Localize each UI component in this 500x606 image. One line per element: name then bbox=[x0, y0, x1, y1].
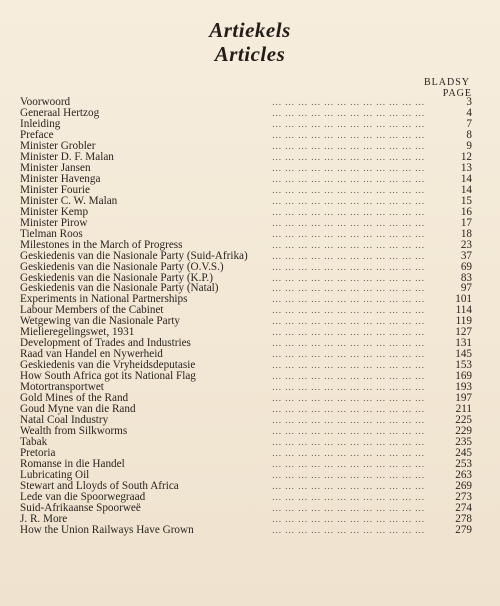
toc-leader-dots: ... ... ... ... ... ... ... ... ... ... ... ... bbox=[272, 524, 425, 535]
toc-entry-title: Minister Grobler bbox=[20, 139, 96, 152]
toc-entry bbox=[0, 229, 500, 240]
page-column-header-afrikaans: BLADSY bbox=[423, 77, 470, 88]
toc-entry-title: J. R. More bbox=[20, 512, 68, 525]
toc-leader-dots: ... ... ... ... ... ... ... ... ... ... ... ... bbox=[272, 448, 425, 458]
toc-entry-page-number: 14 bbox=[460, 172, 472, 185]
toc-entry bbox=[0, 240, 500, 251]
toc-leader-dots: ... ... ... ... ... ... ... ... ... ... ... ... bbox=[272, 129, 425, 140]
toc-leader-dots: ... ... ... ... ... ... ... ... ... ... ... ... bbox=[272, 206, 425, 217]
toc-entry-title: Geskiedenis van die Vryheidsdeputasie bbox=[20, 359, 196, 372]
page-column-header-english: PAGE bbox=[442, 88, 472, 99]
toc-leader-dots: ... ... ... ... ... ... ... ... ... ... ... ... bbox=[272, 272, 425, 283]
toc-entry-title: Goud Myne van die Rand bbox=[20, 403, 136, 416]
toc-entry-page-number: 83 bbox=[460, 271, 472, 284]
toc-leader-dots: ... ... ... ... ... ... ... ... ... ... ... ... bbox=[272, 173, 425, 184]
toc-entry-title: Motortransportwet bbox=[20, 381, 104, 394]
toc-entry-title: Geskiedenis van die Nasionale Party (K.P.) bbox=[20, 271, 213, 284]
toc-leader-dots: ... ... ... ... ... ... ... ... ... ... ... ... bbox=[272, 480, 425, 491]
toc-entry-title: Geskiedenis van die Nasionale Party (Suid-Afrika) bbox=[20, 249, 248, 262]
toc-entry-page-number: 7 bbox=[466, 117, 472, 130]
toc-leader-dots: ... ... ... ... ... ... ... ... ... ... ... ... bbox=[272, 294, 425, 305]
toc-entry-title: Minister C. W. Malan bbox=[20, 194, 118, 207]
toc-entry-title: Stewart and Lloyds of South Africa bbox=[20, 479, 179, 492]
toc-entry-page-number: 23 bbox=[460, 238, 472, 251]
toc-entry-page-number: 273 bbox=[455, 490, 472, 503]
toc-entry bbox=[0, 426, 500, 437]
toc-entry-title: Preface bbox=[20, 128, 54, 141]
toc-entry-page-number: 153 bbox=[455, 359, 472, 372]
toc-entry bbox=[0, 262, 500, 273]
toc-leader-dots: ... ... ... ... ... ... ... ... ... ... ... ... bbox=[272, 140, 425, 151]
toc-leader-dots: ... ... ... ... ... ... ... ... ... ... ... ... bbox=[272, 371, 425, 382]
toc-leader-dots: ... ... ... ... ... ... ... ... ... ... ... ... bbox=[272, 261, 425, 272]
toc-leader-dots: ... ... ... ... ... ... ... ... ... ... ... ... bbox=[272, 426, 425, 437]
toc-entry-page-number: 101 bbox=[455, 293, 472, 306]
toc-entry-title: Lubricating Oil bbox=[20, 468, 90, 481]
toc-entry-page-number: 8 bbox=[466, 128, 472, 141]
toc-entry-page-number: 97 bbox=[460, 282, 472, 295]
toc-leader-dots: ... ... ... ... ... ... ... ... ... ... ... ... bbox=[272, 491, 425, 502]
toc-entry-page-number: 18 bbox=[460, 227, 472, 240]
toc-leader-dots: ... ... ... ... ... ... ... ... ... ... ... ... bbox=[272, 228, 425, 239]
toc-entry-title: Minister Kemp bbox=[20, 205, 89, 218]
toc-entry-title: Minister Pirow bbox=[20, 216, 88, 229]
toc-entry-title: Wetgewing van die Nasionale Party bbox=[20, 315, 181, 328]
toc-entry-page-number: 253 bbox=[455, 457, 472, 470]
toc-entry-page-number: 9 bbox=[466, 139, 472, 152]
toc-leader-dots: ... ... ... ... ... ... ... ... ... ... ... ... bbox=[272, 151, 425, 162]
toc-entry-page-number: 69 bbox=[460, 260, 472, 273]
toc-entry-page-number: 197 bbox=[455, 392, 472, 405]
toc-entry-page-number: 229 bbox=[455, 425, 472, 438]
toc-entry-page-number: 145 bbox=[455, 348, 472, 361]
toc-entry-page-number: 17 bbox=[460, 216, 472, 229]
toc-leader-dots: ... ... ... ... ... ... ... ... ... ... ... ... bbox=[272, 97, 425, 107]
toc-leader-dots: ... ... ... ... ... ... ... ... ... ... ... ... bbox=[272, 349, 425, 360]
toc-leader-dots: ... ... ... ... ... ... ... ... ... ... ... ... bbox=[272, 415, 425, 426]
toc-entry-title: Lede van die Spoorwegraad bbox=[20, 490, 146, 503]
toc-leader-dots: ... ... ... ... ... ... ... ... ... ... ... ... bbox=[272, 513, 425, 524]
toc-entry-page-number: 278 bbox=[455, 512, 472, 525]
toc-entry-page-number: 15 bbox=[460, 194, 472, 207]
toc-entry-title: Experiments in National Partnerships bbox=[20, 293, 188, 306]
toc-entry-page-number: 131 bbox=[455, 337, 472, 350]
toc-entry bbox=[0, 503, 500, 514]
toc-leader-dots: ... ... ... ... ... ... ... ... ... ... ... ... bbox=[272, 283, 425, 294]
toc-entry-title: Minister Jansen bbox=[20, 161, 91, 174]
toc-leader-dots: ... ... ... ... ... ... ... ... ... ... ... ... bbox=[272, 316, 425, 327]
toc-entry-title: Minister Fourie bbox=[20, 183, 90, 196]
toc-entry-page-number: 211 bbox=[455, 403, 472, 416]
toc-entry bbox=[0, 119, 500, 130]
toc-leader-dots: ... ... ... ... ... ... ... ... ... ... ... ... bbox=[272, 250, 425, 261]
toc-entry-title: Tielman Roos bbox=[20, 227, 83, 240]
toc-leader-dots: ... ... ... ... ... ... ... ... ... ... ... ... bbox=[272, 382, 425, 393]
toc-entry-title: Gold Mines of the Rand bbox=[20, 392, 129, 405]
toc-entry-page-number: 263 bbox=[455, 468, 472, 481]
toc-entry-page-number: 119 bbox=[455, 315, 472, 328]
toc-leader-dots: ... ... ... ... ... ... ... ... ... ... ... ... bbox=[272, 118, 425, 129]
page-title-english: Articles bbox=[214, 42, 286, 66]
toc-entry-title: Voorwoord bbox=[20, 96, 71, 108]
toc-leader-dots: ... ... ... ... ... ... ... ... ... ... ... ... bbox=[272, 458, 425, 469]
toc-leader-dots: ... ... ... ... ... ... ... ... ... ... ... ... bbox=[272, 393, 425, 404]
toc-leader-dots: ... ... ... ... ... ... ... ... ... ... ... ... bbox=[272, 338, 425, 349]
toc-leader-dots: ... ... ... ... ... ... ... ... ... ... ... ... bbox=[272, 162, 425, 173]
toc-entry-title: Natal Coal Industry bbox=[20, 414, 109, 427]
toc-leader-dots: ... ... ... ... ... ... ... ... ... ... ... ... bbox=[272, 437, 425, 448]
toc-entry bbox=[0, 207, 500, 218]
toc-entry-page-number: 169 bbox=[455, 370, 472, 383]
toc-entry-page-number: 13 bbox=[460, 161, 472, 174]
toc-entry-page-number: 12 bbox=[460, 150, 472, 163]
toc-leader-dots: ... ... ... ... ... ... ... ... ... ... ... ... bbox=[272, 217, 425, 228]
toc-entry-page-number: 37 bbox=[460, 249, 472, 262]
toc-entry-title: Suid-Afrikaanse Spoorweë bbox=[20, 501, 141, 514]
toc-entry-page-number: 3 bbox=[466, 96, 472, 108]
toc-entry-title: Geskiedenis van die Nasionale Party (Natal) bbox=[20, 282, 219, 295]
toc-entry-page-number: 193 bbox=[455, 381, 472, 394]
toc-entry bbox=[0, 218, 500, 229]
toc-leader-dots: ... ... ... ... ... ... ... ... ... ... ... ... bbox=[272, 327, 425, 338]
toc-entry-title: Minister D. F. Malan bbox=[20, 150, 114, 163]
toc-entry-page-number: 274 bbox=[455, 501, 472, 514]
toc-entry-title: Milestones in the March of Progress bbox=[20, 238, 183, 251]
toc-entry-title: Labour Members of the Cabinet bbox=[20, 304, 164, 317]
toc-entry-title: Raad van Handel en Nywerheid bbox=[20, 348, 163, 361]
page-title-afrikaans: Artiekels bbox=[209, 18, 291, 42]
toc-leader-dots: ... ... ... ... ... ... ... ... ... ... ... ... bbox=[272, 404, 425, 415]
toc-leader-dots: ... ... ... ... ... ... ... ... ... ... ... ... bbox=[272, 469, 425, 480]
toc-entry-page-number: 16 bbox=[460, 205, 472, 218]
toc-entry-title: Pretoria bbox=[20, 447, 56, 459]
toc-entry-title: How the Union Railways Have Grown bbox=[20, 523, 194, 536]
toc-leader-dots: ... ... ... ... ... ... ... ... ... ... ... ... bbox=[272, 239, 425, 250]
toc-entry bbox=[0, 251, 500, 262]
toc-entry-title: Generaal Hertzog bbox=[20, 106, 100, 119]
toc-entry-title: Mielieregelingswet, 1931 bbox=[20, 326, 135, 339]
toc-entry-page-number: 279 bbox=[455, 523, 472, 536]
toc-leader-dots: ... ... ... ... ... ... ... ... ... ... ... ... bbox=[272, 502, 425, 513]
toc-entry-title: Inleiding bbox=[20, 117, 61, 130]
toc-entry-page-number: 269 bbox=[455, 479, 472, 492]
toc-entry-title: Tabak bbox=[20, 436, 48, 449]
toc-entry-title: How South Africa got its National Flag bbox=[20, 370, 196, 383]
toc-entry-page-number: 235 bbox=[455, 436, 472, 449]
toc-entry bbox=[0, 525, 500, 536]
toc-entry-title: Wealth from Silkworms bbox=[20, 425, 128, 438]
toc-leader-dots: ... ... ... ... ... ... ... ... ... ... ... ... bbox=[272, 195, 425, 206]
toc-entry-page-number: 225 bbox=[455, 414, 472, 427]
toc-entry-page-number: 127 bbox=[455, 326, 472, 339]
toc-leader-dots: ... ... ... ... ... ... ... ... ... ... ... ... bbox=[272, 107, 425, 118]
toc-entry-page-number: 14 bbox=[460, 183, 472, 196]
toc-entry-page-number: 114 bbox=[455, 304, 472, 317]
toc-entry-title: Minister Havenga bbox=[20, 172, 101, 185]
toc-entry-title: Geskiedenis van die Nasionale Party (O.V.S.) bbox=[20, 260, 224, 273]
toc-entry-title: Romanse in die Handel bbox=[20, 457, 125, 470]
table-of-contents bbox=[0, 97, 500, 536]
toc-leader-dots: ... ... ... ... ... ... ... ... ... ... ... ... bbox=[272, 305, 425, 316]
toc-entry-page-number: 245 bbox=[455, 447, 472, 459]
toc-entry-title: Development of Trades and Industries bbox=[20, 337, 191, 350]
toc-leader-dots: ... ... ... ... ... ... ... ... ... ... ... ... bbox=[272, 360, 425, 371]
toc-entry bbox=[0, 108, 500, 119]
toc-entry-page-number: 4 bbox=[466, 106, 472, 119]
toc-leader-dots: ... ... ... ... ... ... ... ... ... ... ... ... bbox=[272, 184, 425, 195]
toc-entry bbox=[0, 437, 500, 448]
